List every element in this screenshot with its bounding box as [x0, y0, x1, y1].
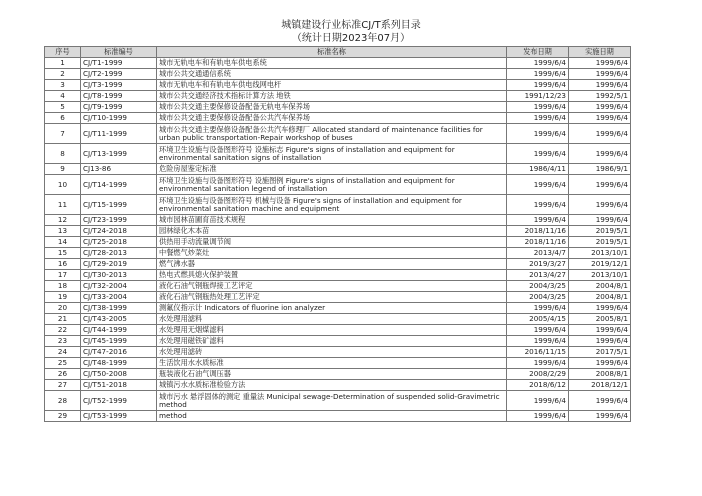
cell-standard-name: 水处理用磁铁矿滤料	[157, 336, 507, 347]
cell-number: 17	[45, 270, 81, 281]
cell-standard-name: 生活饮用水水质标准	[157, 358, 507, 369]
cell-standard-name: 热电式燃具熄火保护装置	[157, 270, 507, 281]
cell-standard-name: 城市公共交通经济技术指标计算方法 地铁	[157, 91, 507, 102]
table-row	[45, 226, 631, 237]
cell-standard-code: CJ/T53-1999	[81, 411, 157, 422]
table-row	[45, 411, 631, 422]
cell-standard-name: 水处理用无烟煤滤料	[157, 325, 507, 336]
cell-standard-code: CJ/T33-2004	[81, 292, 157, 303]
cell-standard-name: method	[157, 411, 507, 422]
cell-implement-date: 2008/8/1	[569, 369, 631, 380]
document-subtitle: （统计日期2023年07月）	[291, 33, 411, 44]
cell-implement-date: 2019/5/1	[569, 226, 631, 237]
cell-implement-date: 1986/9/1	[569, 164, 631, 175]
cell-number: 27	[45, 380, 81, 391]
cell-number: 6	[45, 113, 81, 124]
table-header-row	[45, 47, 631, 58]
cell-implement-date: 2013/10/1	[569, 248, 631, 259]
cell-implement-date: 1999/6/4	[569, 69, 631, 80]
cell-standard-name: 燃气沸水器	[157, 259, 507, 270]
table-row	[45, 58, 631, 69]
cell-publish-date: 1999/6/4	[507, 144, 569, 164]
cell-publish-date: 1999/6/4	[507, 58, 569, 69]
cell-standard-name: 城市公共交通主要保修设备配备公共汽车保养场	[157, 113, 507, 124]
cell-publish-date: 2013/4/27	[507, 270, 569, 281]
standards-table	[44, 46, 631, 422]
table-row	[45, 281, 631, 292]
cell-publish-date: 2018/6/12	[507, 380, 569, 391]
table-row	[45, 91, 631, 102]
cell-standard-name: 液化石油气钢瓶焊接工艺评定	[157, 281, 507, 292]
cell-publish-date: 1999/6/4	[507, 215, 569, 226]
cell-publish-date: 1999/6/4	[507, 358, 569, 369]
cell-implement-date: 1999/6/4	[569, 80, 631, 91]
cell-standard-code: CJ/T24-2018	[81, 226, 157, 237]
cell-number: 28	[45, 391, 81, 411]
table-row	[45, 248, 631, 259]
cell-number: 3	[45, 80, 81, 91]
column-header-code: 标准编号	[81, 47, 157, 58]
cell-publish-date: 1999/6/4	[507, 391, 569, 411]
cell-implement-date: 2017/5/1	[569, 347, 631, 358]
cell-standard-code: CJ/T1-1999	[81, 58, 157, 69]
cell-implement-date: 1999/6/4	[569, 303, 631, 314]
cell-number: 24	[45, 347, 81, 358]
cell-implement-date: 1999/6/4	[569, 58, 631, 69]
cell-standard-name: 液化石油气钢瓶热处理工艺评定	[157, 292, 507, 303]
cell-standard-code: CJ/T29-2019	[81, 259, 157, 270]
cell-standard-name: 环境卫生设施与设备图形符号 机械与设备 Figure's signs of installation and equipment for environmental sanitation machine and equipment	[157, 195, 507, 215]
cell-standard-name: 测氟仪指示计 Indicators of fluorine ion analyzer	[157, 303, 507, 314]
cell-number: 10	[45, 175, 81, 195]
column-header-publish-date: 发布日期	[507, 47, 569, 58]
cell-number: 9	[45, 164, 81, 175]
cell-standard-name: 城镇污水水质标准检验方法	[157, 380, 507, 391]
table-row	[45, 380, 631, 391]
table-row	[45, 237, 631, 248]
cell-standard-code: CJ/T13-1999	[81, 144, 157, 164]
cell-standard-name: 中餐燃气炒菜灶	[157, 248, 507, 259]
cell-implement-date: 2013/10/1	[569, 270, 631, 281]
cell-standard-code: CJ/T28-2013	[81, 248, 157, 259]
cell-publish-date: 2016/11/15	[507, 347, 569, 358]
table-row	[45, 144, 631, 164]
cell-standard-code: CJ/T43-2005	[81, 314, 157, 325]
document-title: 城镇建设行业标准CJ/T系列目录	[281, 20, 421, 31]
column-header-implement-date: 实施日期	[569, 47, 631, 58]
cell-number: 18	[45, 281, 81, 292]
table-row	[45, 303, 631, 314]
cell-publish-date: 2008/2/29	[507, 369, 569, 380]
cell-standard-code: CJ/T11-1999	[81, 124, 157, 144]
cell-standard-code: CJ/T10-1999	[81, 113, 157, 124]
cell-number: 29	[45, 411, 81, 422]
column-header-no: 序号	[45, 47, 81, 58]
cell-standard-code: CJ/T25-2018	[81, 237, 157, 248]
cell-publish-date: 1999/6/4	[507, 303, 569, 314]
cell-standard-name: 城市无轨电车和有轨电车供电线网电杆	[157, 80, 507, 91]
cell-standard-code: CJ/T47-2016	[81, 347, 157, 358]
cell-publish-date: 2018/11/16	[507, 237, 569, 248]
cell-standard-code: CJ/T52-1999	[81, 391, 157, 411]
cell-standard-code: CJ13-86	[81, 164, 157, 175]
cell-implement-date: 1999/6/4	[569, 124, 631, 144]
cell-standard-code: CJ/T2-1999	[81, 69, 157, 80]
table-row	[45, 369, 631, 380]
cell-publish-date: 1999/6/4	[507, 325, 569, 336]
cell-number: 1	[45, 58, 81, 69]
cell-standard-name: 水处理用滤砖	[157, 347, 507, 358]
cell-implement-date: 2005/8/1	[569, 314, 631, 325]
table-row	[45, 113, 631, 124]
table-row	[45, 69, 631, 80]
table-row	[45, 124, 631, 144]
cell-number: 16	[45, 259, 81, 270]
cell-number: 19	[45, 292, 81, 303]
cell-number: 4	[45, 91, 81, 102]
cell-standard-name: 水处理用滤料	[157, 314, 507, 325]
cell-publish-date: 1986/4/11	[507, 164, 569, 175]
table-row	[45, 347, 631, 358]
cell-implement-date: 1999/6/4	[569, 336, 631, 347]
cell-number: 23	[45, 336, 81, 347]
cell-standard-name: 园林绿化木本苗	[157, 226, 507, 237]
cell-implement-date: 1992/5/1	[569, 91, 631, 102]
table-row	[45, 102, 631, 113]
table-row	[45, 358, 631, 369]
cell-publish-date: 1999/6/4	[507, 113, 569, 124]
cell-implement-date: 1999/6/4	[569, 113, 631, 124]
table-row	[45, 175, 631, 195]
cell-implement-date: 1999/6/4	[569, 175, 631, 195]
table-row	[45, 292, 631, 303]
cell-publish-date: 1999/6/4	[507, 102, 569, 113]
cell-implement-date: 1999/6/4	[569, 358, 631, 369]
cell-standard-code: CJ/T32-2004	[81, 281, 157, 292]
cell-publish-date: 2004/3/25	[507, 292, 569, 303]
cell-number: 15	[45, 248, 81, 259]
cell-implement-date: 2004/8/1	[569, 281, 631, 292]
cell-implement-date: 2004/8/1	[569, 292, 631, 303]
cell-standard-code: CJ/T38-1999	[81, 303, 157, 314]
cell-implement-date: 1999/6/4	[569, 144, 631, 164]
cell-standard-name: 危险房屋鉴定标准	[157, 164, 507, 175]
cell-publish-date: 2019/3/27	[507, 259, 569, 270]
cell-standard-name: 城市污水 悬浮固体的测定 重量法 Municipal sewage-Determination of suspended solid-Gravimetric method	[157, 391, 507, 411]
cell-standard-name: 供热用手动流量调节阀	[157, 237, 507, 248]
cell-publish-date: 1999/6/4	[507, 69, 569, 80]
cell-number: 14	[45, 237, 81, 248]
cell-implement-date: 2019/5/1	[569, 237, 631, 248]
cell-number: 25	[45, 358, 81, 369]
cell-publish-date: 1991/12/23	[507, 91, 569, 102]
cell-number: 7	[45, 124, 81, 144]
cell-publish-date: 1999/6/4	[507, 124, 569, 144]
cell-standard-code: CJ/T3-1999	[81, 80, 157, 91]
column-header-name: 标准名称	[157, 47, 507, 58]
table-row	[45, 259, 631, 270]
table-row	[45, 80, 631, 91]
cell-standard-code: CJ/T23-1999	[81, 215, 157, 226]
cell-implement-date: 1999/6/4	[569, 391, 631, 411]
cell-standard-code: CJ/T14-1999	[81, 175, 157, 195]
cell-number: 21	[45, 314, 81, 325]
cell-implement-date: 1999/6/4	[569, 411, 631, 422]
cell-number: 13	[45, 226, 81, 237]
cell-number: 5	[45, 102, 81, 113]
cell-standard-code: CJ/T51-2018	[81, 380, 157, 391]
cell-number: 22	[45, 325, 81, 336]
cell-number: 8	[45, 144, 81, 164]
cell-standard-name: 城市公共交通主要保修设备配备无轨电车保养场	[157, 102, 507, 113]
cell-publish-date: 1999/6/4	[507, 411, 569, 422]
cell-implement-date: 1999/6/4	[569, 215, 631, 226]
cell-publish-date: 1999/6/4	[507, 175, 569, 195]
cell-standard-code: CJ/T48-1999	[81, 358, 157, 369]
cell-implement-date: 2019/12/1	[569, 259, 631, 270]
cell-publish-date: 2018/11/16	[507, 226, 569, 237]
cell-standard-name: 城市公共交通主要保修设备配备公共汽车修理厂 Allocated standard of maintenance facilities for urban public transportation-Repair workshop of buses	[157, 124, 507, 144]
cell-standard-code: CJ/T15-1999	[81, 195, 157, 215]
table-row	[45, 325, 631, 336]
table-row	[45, 164, 631, 175]
table-row	[45, 314, 631, 325]
cell-standard-name: 瓶装液化石油气调压器	[157, 369, 507, 380]
cell-standard-name: 城市园林苗圃育苗技术规程	[157, 215, 507, 226]
cell-publish-date: 1999/6/4	[507, 80, 569, 91]
cell-number: 20	[45, 303, 81, 314]
cell-standard-code: CJ/T8-1999	[81, 91, 157, 102]
cell-standard-code: CJ/T45-1999	[81, 336, 157, 347]
cell-publish-date: 2005/4/15	[507, 314, 569, 325]
cell-standard-name: 城市无轨电车和有轨电车供电系统	[157, 58, 507, 69]
cell-standard-code: CJ/T30-2013	[81, 270, 157, 281]
table-row	[45, 215, 631, 226]
cell-number: 12	[45, 215, 81, 226]
cell-implement-date: 1999/6/4	[569, 195, 631, 215]
cell-publish-date: 1999/6/4	[507, 195, 569, 215]
cell-standard-name: 环境卫生设施与设备图形符号 设施标志 Figure's signs of installation and equipment for environmental sanitation signs of installation	[157, 144, 507, 164]
cell-standard-code: CJ/T50-2008	[81, 369, 157, 380]
cell-implement-date: 1999/6/4	[569, 325, 631, 336]
table-row	[45, 336, 631, 347]
cell-implement-date: 2018/12/1	[569, 380, 631, 391]
cell-publish-date: 2013/4/7	[507, 248, 569, 259]
cell-number: 26	[45, 369, 81, 380]
cell-publish-date: 1999/6/4	[507, 336, 569, 347]
cell-standard-code: CJ/T9-1999	[81, 102, 157, 113]
cell-standard-name: 城市公共交通通信系统	[157, 69, 507, 80]
table-row	[45, 391, 631, 411]
cell-standard-name: 环境卫生设施与设备图形符号 设施图例 Figure's signs of installation and equipment for environmental sanitation legend of installation	[157, 175, 507, 195]
cell-publish-date: 2004/3/25	[507, 281, 569, 292]
cell-standard-code: CJ/T44-1999	[81, 325, 157, 336]
cell-implement-date: 1999/6/4	[569, 102, 631, 113]
table-body	[45, 58, 631, 422]
cell-number: 2	[45, 69, 81, 80]
table-row	[45, 270, 631, 281]
table-row	[45, 195, 631, 215]
cell-number: 11	[45, 195, 81, 215]
